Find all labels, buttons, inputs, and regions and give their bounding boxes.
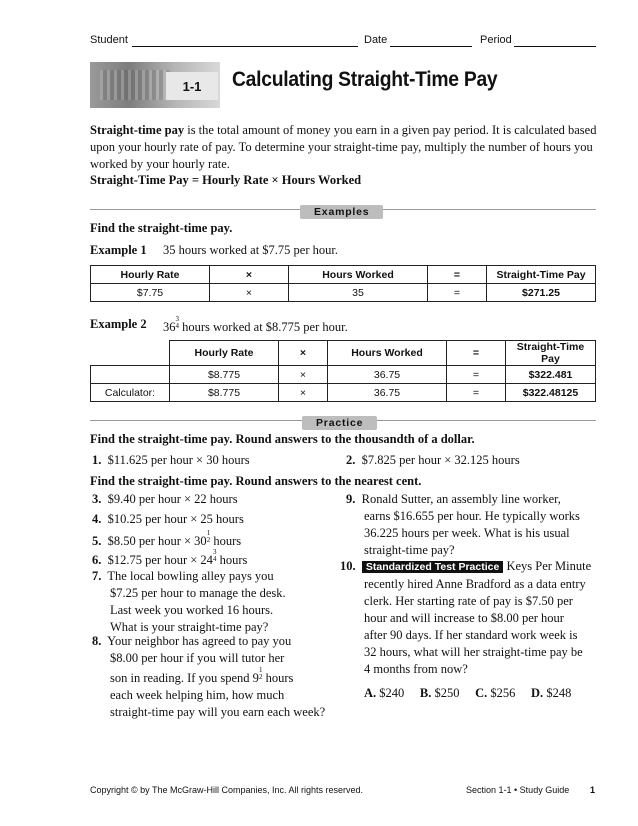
examples-heading: Examples (300, 205, 383, 219)
frac-num: 1 (258, 666, 263, 674)
problem-text: $7.825 per hour × 32.125 hours (361, 453, 520, 467)
page-number: 1 (590, 785, 596, 795)
problem-text: $10.25 per hour × 25 hours (107, 512, 244, 526)
student-field[interactable] (132, 46, 358, 47)
student-label: Student (90, 34, 128, 46)
standardized-test-badge: Standardized Test Practice (362, 561, 503, 573)
problem-9 (346, 491, 580, 559)
table-cell: Calculator: (91, 384, 170, 402)
problem-text: Keys Per Minute (503, 559, 592, 573)
problem-number: 8. (92, 634, 102, 648)
problem-number: 4. (92, 512, 102, 526)
table-row (91, 384, 596, 402)
problem-8 (92, 633, 325, 721)
example1-text: 35 hours worked at $7.75 per hour. (163, 243, 338, 257)
table-cell: 36.75 (328, 384, 447, 402)
copyright: Copyright © by The McGraw-Hill Companies, Inc. All rights reserved. (90, 785, 364, 795)
date-field[interactable] (390, 46, 472, 47)
choice-value: $250 (434, 686, 460, 700)
problem-text: Last week you worked 16 hours. (110, 603, 274, 617)
table-row (91, 341, 596, 366)
choice-value: $248 (546, 686, 572, 700)
choice-letter: B. (419, 686, 432, 700)
problem-4 (92, 511, 244, 528)
table-cell: × (210, 284, 289, 302)
choice-value: $240 (379, 686, 405, 700)
page-title: Calculating Straight-Time Pay (232, 68, 498, 91)
problem-text: earns $16.655 per hour. He typically works (364, 509, 580, 523)
frac-den: 4 (175, 322, 179, 330)
table-header: = (428, 266, 487, 284)
example1-label: Example 1 (90, 243, 147, 257)
problem-text: $8.00 per hour if you will tutor her (110, 651, 285, 665)
table-cell: 35 (289, 284, 428, 302)
choice-letter: A. (364, 686, 377, 700)
table-header: Straight-Time Pay (506, 341, 596, 366)
choice-b[interactable] (420, 686, 460, 700)
problem-number: 2. (346, 453, 356, 467)
mixed-whole: 36 (163, 320, 176, 334)
table-header: = (447, 341, 506, 366)
table-cell: $7.75 (91, 284, 210, 302)
frac-num: 1 (206, 529, 211, 537)
frac-num: 3 (212, 548, 217, 556)
practice-instruction-2: Find the straight-time pay. Round answers to the nearest cent. (90, 474, 422, 488)
problem-text: each week helping him, how much (110, 688, 285, 702)
problem-2 (346, 452, 520, 469)
problem-text: Your neighbor has agreed to pay you (107, 634, 292, 648)
answer-choices (364, 685, 591, 702)
examples-instruction: Find the straight-time pay. (90, 221, 233, 235)
problem-number: 6. (92, 553, 102, 567)
problem-text: after 90 days. If her standard work week is (364, 628, 578, 642)
table-cell: $322.48125 (506, 384, 596, 402)
problem-7 (92, 568, 286, 636)
table-header: Hourly Rate (170, 341, 279, 366)
choice-a[interactable] (364, 686, 404, 700)
problem-text: hour and will increase to $8.00 per hour (364, 611, 564, 625)
choice-letter: D. (531, 686, 544, 700)
problem-text: straight-time pay? (364, 543, 455, 557)
problem-text: hours (262, 671, 294, 685)
table-cell: $271.25 (487, 284, 596, 302)
problem-1 (92, 452, 250, 469)
example2-rest: hours worked at $8.775 per hour. (179, 320, 348, 334)
problem-10 (340, 558, 591, 702)
problem-text: straight-time pay will you earn each week? (110, 705, 326, 719)
table-header (91, 341, 170, 366)
table-cell: × (279, 366, 328, 384)
table-header: Hours Worked (328, 341, 447, 366)
problem-text: hours (210, 534, 242, 548)
problem-text: clerk. Her starting rate of pay is $7.50 per (364, 594, 573, 608)
table-row (91, 284, 596, 302)
problem-text: 4 months from now? (364, 662, 468, 676)
frac-num: 3 (175, 315, 179, 323)
formula: Straight-Time Pay = Hourly Rate × Hours Worked (90, 173, 362, 187)
practice-instruction-1: Find the straight-time pay. Round answers to the thousandth of a dollar. (90, 432, 475, 446)
footer-section: Section 1-1 • Study Guide (466, 785, 570, 795)
table-cell: = (428, 284, 487, 302)
frac-den: 2 (206, 536, 211, 544)
intro-term: Straight-time pay (90, 123, 185, 137)
choice-c[interactable] (475, 686, 515, 700)
problem-6 (92, 549, 247, 569)
table-cell: 36.75 (328, 366, 447, 384)
table-header: × (210, 266, 289, 284)
problem-text: son in reading. If you spend 9 (110, 671, 259, 685)
problem-text: What is your straight-time pay? (110, 620, 269, 634)
lesson-number: 1-1 (166, 72, 218, 100)
table-header: × (279, 341, 328, 366)
period-label: Period (480, 34, 512, 46)
table-cell: $322.481 (506, 366, 596, 384)
date-label: Date (364, 34, 388, 46)
problem-text-line (110, 667, 325, 687)
problem-text: $9.40 per hour × 22 hours (107, 492, 238, 506)
intro-paragraph (90, 122, 610, 173)
table-cell: = (447, 384, 506, 402)
table-cell: × (279, 384, 328, 402)
table-header: Hourly Rate (91, 266, 210, 284)
problem-number: 3. (92, 492, 102, 506)
problem-text: Ronald Sutter, an assembly line worker, (361, 492, 561, 506)
problem-text: $8.50 per hour × 30 (107, 534, 207, 548)
choice-value: $256 (490, 686, 516, 700)
problem-number: 10. (340, 559, 356, 573)
problem-text: $11.625 per hour × 30 hours (107, 453, 250, 467)
problem-number: 1. (92, 453, 102, 467)
practice-heading: Practice (302, 416, 377, 430)
choice-letter: C. (475, 686, 488, 700)
problem-text: $7.25 per hour to manage the desk. (110, 586, 286, 600)
problem-text: The local bowling alley pays you (107, 569, 274, 583)
table-cell: = (447, 366, 506, 384)
table-cell (91, 366, 170, 384)
period-field[interactable] (514, 46, 596, 47)
problem-number: 9. (346, 492, 356, 506)
frac-den: 2 (258, 673, 263, 681)
problem-3 (92, 491, 238, 508)
example1-table (90, 265, 596, 302)
choice-d[interactable] (531, 686, 571, 700)
example2-text (163, 316, 348, 336)
example2-table (90, 340, 596, 402)
table-cell: $8.775 (170, 384, 279, 402)
table-cell: $8.775 (170, 366, 279, 384)
table-row (91, 266, 596, 284)
problem-text: hours (216, 553, 248, 567)
table-row (91, 366, 596, 384)
problem-5 (92, 530, 241, 550)
problem-text: $12.75 per hour × 24 (107, 553, 213, 567)
intro-text: is the total amount of money you earn in a given pay period. It is calculated based upon your hourly rate of pay. To determine your straight-time pay, multiply the number of hours you worked by your hourly rate. (90, 123, 597, 171)
example2-label: Example 2 (90, 317, 147, 331)
problem-number: 7. (92, 569, 102, 583)
problem-text: 36.225 hours per week. What is his usual (364, 526, 570, 540)
problem-number: 5. (92, 534, 102, 548)
problem-text: recently hired Anne Bradford as a data entry (364, 577, 586, 591)
table-header: Straight-Time Pay (487, 266, 596, 284)
problem-text: 32 hours, what will her straight-time pay be (364, 645, 583, 659)
frac-den: 4 (212, 555, 217, 563)
table-header: Hours Worked (289, 266, 428, 284)
